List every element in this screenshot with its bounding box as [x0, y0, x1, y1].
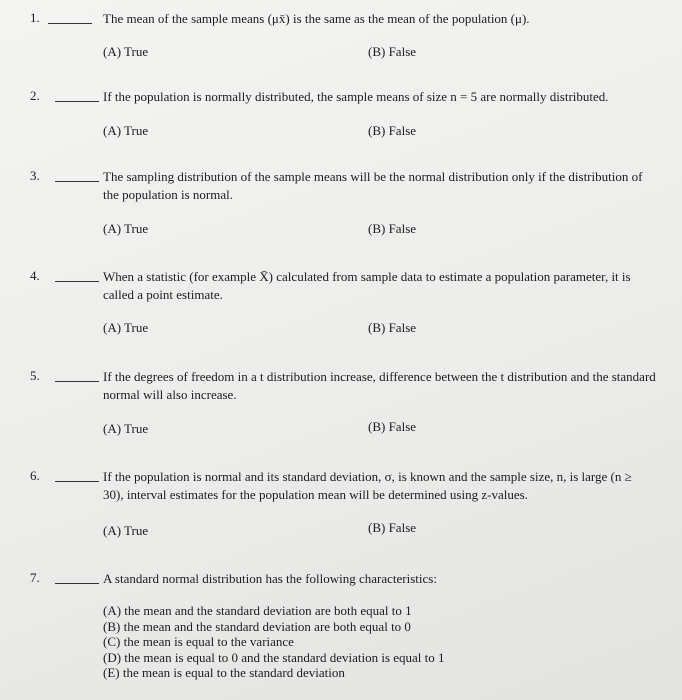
- answer-blank[interactable]: [55, 101, 99, 102]
- choice-c[interactable]: (C) the mean is equal to the variance: [103, 634, 294, 649]
- question-stem-line: The sampling distribution of the sample means will be the normal distribution only if the distribution of: [103, 169, 643, 184]
- question-stem-line: normal will also increase.: [103, 387, 237, 402]
- question-number: 6.: [30, 468, 40, 483]
- answer-blank[interactable]: [48, 23, 92, 24]
- question-stem-line: If the degrees of freedom in a t distribution increase, difference between the t distribution and the standard: [103, 369, 656, 384]
- answer-blank[interactable]: [55, 281, 99, 282]
- question-number: 5.: [30, 368, 40, 383]
- choice-b[interactable]: (B) the mean and the standard deviation are both equal to 0: [103, 618, 411, 634]
- question-stem-line: the population is normal.: [103, 187, 233, 202]
- question-stem-line: When a statistic (for example X̄) calculated from sample data to estimate a population parameter, it is: [103, 269, 631, 284]
- answer-blank[interactable]: [55, 481, 99, 482]
- question-number: 7.: [30, 570, 40, 585]
- question-stem-line: The mean of the sample means (μx̄) is the same as the mean of the population (μ).: [103, 11, 530, 26]
- option-true[interactable]: (A) True: [103, 523, 149, 538]
- option-false[interactable]: (B) False: [368, 221, 417, 236]
- question-stem-line: 30), interval estimates for the population mean will be determined using z-values.: [103, 487, 528, 502]
- choice-a[interactable]: (A) the mean and the standard deviation are both equal to 1: [103, 603, 412, 618]
- option-true[interactable]: (A) True: [103, 320, 149, 335]
- option-false[interactable]: (B) False: [368, 419, 417, 434]
- question-stem-line: If the population is normally distributed, the sample means of size n = 5 are normally distributed.: [103, 89, 609, 104]
- option-false[interactable]: (B) False: [368, 520, 417, 535]
- question-number: 3.: [30, 168, 40, 183]
- choice-d[interactable]: (D) the mean is equal to 0 and the standard deviation is equal to 1: [103, 649, 445, 665]
- question-number: 4.: [30, 268, 40, 283]
- question-number: 2.: [30, 88, 40, 103]
- question-stem-line: A standard normal distribution has the following characteristics:: [103, 571, 437, 586]
- answer-blank[interactable]: [55, 381, 99, 382]
- option-false[interactable]: (B) False: [368, 320, 417, 335]
- question-number: 1.: [30, 10, 40, 25]
- answer-blank[interactable]: [55, 583, 99, 584]
- option-true[interactable]: (A) True: [103, 221, 149, 236]
- option-true[interactable]: (A) True: [103, 123, 149, 138]
- option-true[interactable]: (A) True: [103, 44, 149, 59]
- option-false[interactable]: (B) False: [368, 44, 417, 59]
- choice-list: [103, 603, 445, 681]
- choice-e[interactable]: (E) the mean is equal to the standard deviation: [103, 665, 345, 680]
- question-stem-line: If the population is normal and its standard deviation, σ, is known and the sample size, n, is large (n ≥: [103, 469, 632, 484]
- option-true[interactable]: (A) True: [103, 421, 149, 436]
- answer-blank[interactable]: [55, 181, 99, 182]
- option-false[interactable]: (B) False: [368, 123, 417, 138]
- question-stem-line: called a point estimate.: [103, 287, 223, 302]
